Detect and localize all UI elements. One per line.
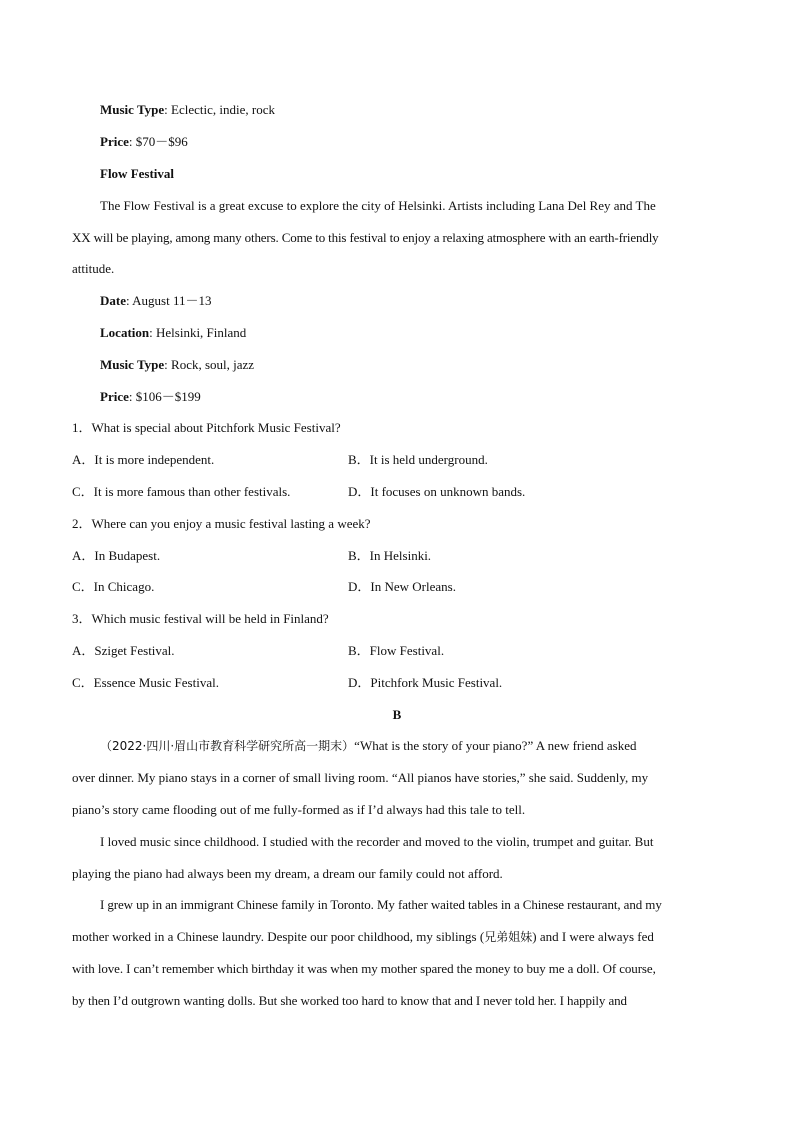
separator: : bbox=[126, 293, 133, 308]
separator: : bbox=[164, 357, 172, 372]
paragraph-line: I grew up in an immigrant Chinese family in Toronto. My father waited tables in a Chinese restaurant, and my bbox=[100, 897, 662, 912]
paragraph-line bbox=[72, 928, 732, 946]
festival-description-line: attitude. bbox=[72, 261, 115, 276]
paragraph-line: piano’s story came flooding out of me fully-formed as if I’d always had this tale to tell. bbox=[72, 802, 526, 817]
option-b: B．It is held underground. bbox=[348, 452, 488, 467]
separator: : bbox=[149, 325, 156, 340]
paragraph-line: by then I’d outgrown wanting dolls. But she worked too hard to know that and I never told her. I happily and bbox=[72, 993, 627, 1008]
paragraph-line bbox=[100, 737, 760, 755]
location-value: Helsinki, Finland bbox=[156, 325, 247, 340]
date-line bbox=[100, 292, 760, 310]
question-stem: 1．What is special about Pitchfork Music Festival? bbox=[72, 420, 341, 435]
music-type-label: Music Type bbox=[100, 102, 165, 117]
separator: : bbox=[128, 389, 136, 404]
location-line bbox=[100, 324, 760, 342]
question-stem: 2．Where can you enjoy a music festival lasting a week? bbox=[72, 516, 371, 531]
price-line bbox=[100, 133, 760, 151]
source-note: （2022·四川·眉山市教育科学研究所高一期末） bbox=[100, 739, 355, 753]
paragraph-line: over dinner. My piano stays in a corner of small living room. “All pianos have stories,” she said. Suddenly, my bbox=[72, 770, 649, 785]
price-label: Price bbox=[100, 134, 129, 149]
festival-description-line: The Flow Festival is a great excuse to explore the city of Helsinki. Artists including Lana Del Rey and The bbox=[100, 198, 656, 213]
price-value: $70－$96 bbox=[135, 134, 188, 149]
music-type-line bbox=[100, 356, 760, 374]
date-value: August 11－13 bbox=[132, 293, 212, 308]
separator: : bbox=[164, 102, 172, 117]
paragraph-line: I loved music since childhood. I studied with the recorder and moved to the violin, trumpet and guitar. But bbox=[100, 834, 654, 849]
option-d: D．It focuses on unknown bands. bbox=[348, 484, 526, 499]
paren-open: ( bbox=[479, 929, 485, 944]
music-type-label: Music Type bbox=[100, 357, 165, 372]
music-type-value: Eclectic, indie, rock bbox=[171, 102, 275, 117]
date-label: Date bbox=[100, 293, 126, 308]
option-c: C．Essence Music Festival. bbox=[72, 675, 219, 690]
option-d: D．Pitchfork Music Festival. bbox=[348, 675, 503, 690]
music-type-value: Rock, soul, jazz bbox=[171, 357, 255, 372]
option-a: A．In Budapest. bbox=[72, 548, 161, 563]
festival-description-line: XX will be playing, among many others. Come to this festival to enjoy a relaxing atmosphere with an earth-friendly bbox=[72, 230, 659, 245]
option-c: C．In Chicago. bbox=[72, 579, 155, 594]
paragraph-line: playing the piano had always been my dream, a dream our family could not afford. bbox=[72, 866, 503, 881]
music-type-line bbox=[100, 101, 760, 119]
option-b: B．Flow Festival. bbox=[348, 643, 445, 658]
paragraph-line: with love. I can’t remember which birthday it was when my mother spared the money to buy me a doll. Of course, bbox=[72, 961, 656, 976]
paragraph-text: mother worked in a Chinese laundry. Despite our poor childhood, my siblings bbox=[72, 929, 480, 944]
separator: : bbox=[128, 134, 136, 149]
festival-heading: Flow Festival bbox=[100, 166, 175, 181]
paragraph-text: ) and I were always fed bbox=[532, 929, 654, 944]
question-stem: 3．Which music festival will be held in Finland? bbox=[72, 611, 329, 626]
option-a: A．Sziget Festival. bbox=[72, 643, 175, 658]
price-line bbox=[100, 388, 760, 406]
option-a: A．It is more independent. bbox=[72, 452, 215, 467]
location-label: Location bbox=[100, 325, 150, 340]
option-b: B．In Helsinki. bbox=[348, 548, 432, 563]
chinese-gloss: 兄弟姐妹 bbox=[484, 930, 533, 944]
section-heading: B bbox=[392, 707, 402, 722]
paragraph-text: “What is the story of your piano?” A new friend asked bbox=[354, 738, 637, 753]
price-value: $106－$199 bbox=[135, 389, 201, 404]
option-c: C．It is more famous than other festivals. bbox=[72, 484, 291, 499]
option-d: D．In New Orleans. bbox=[348, 579, 456, 594]
price-label: Price bbox=[100, 389, 129, 404]
